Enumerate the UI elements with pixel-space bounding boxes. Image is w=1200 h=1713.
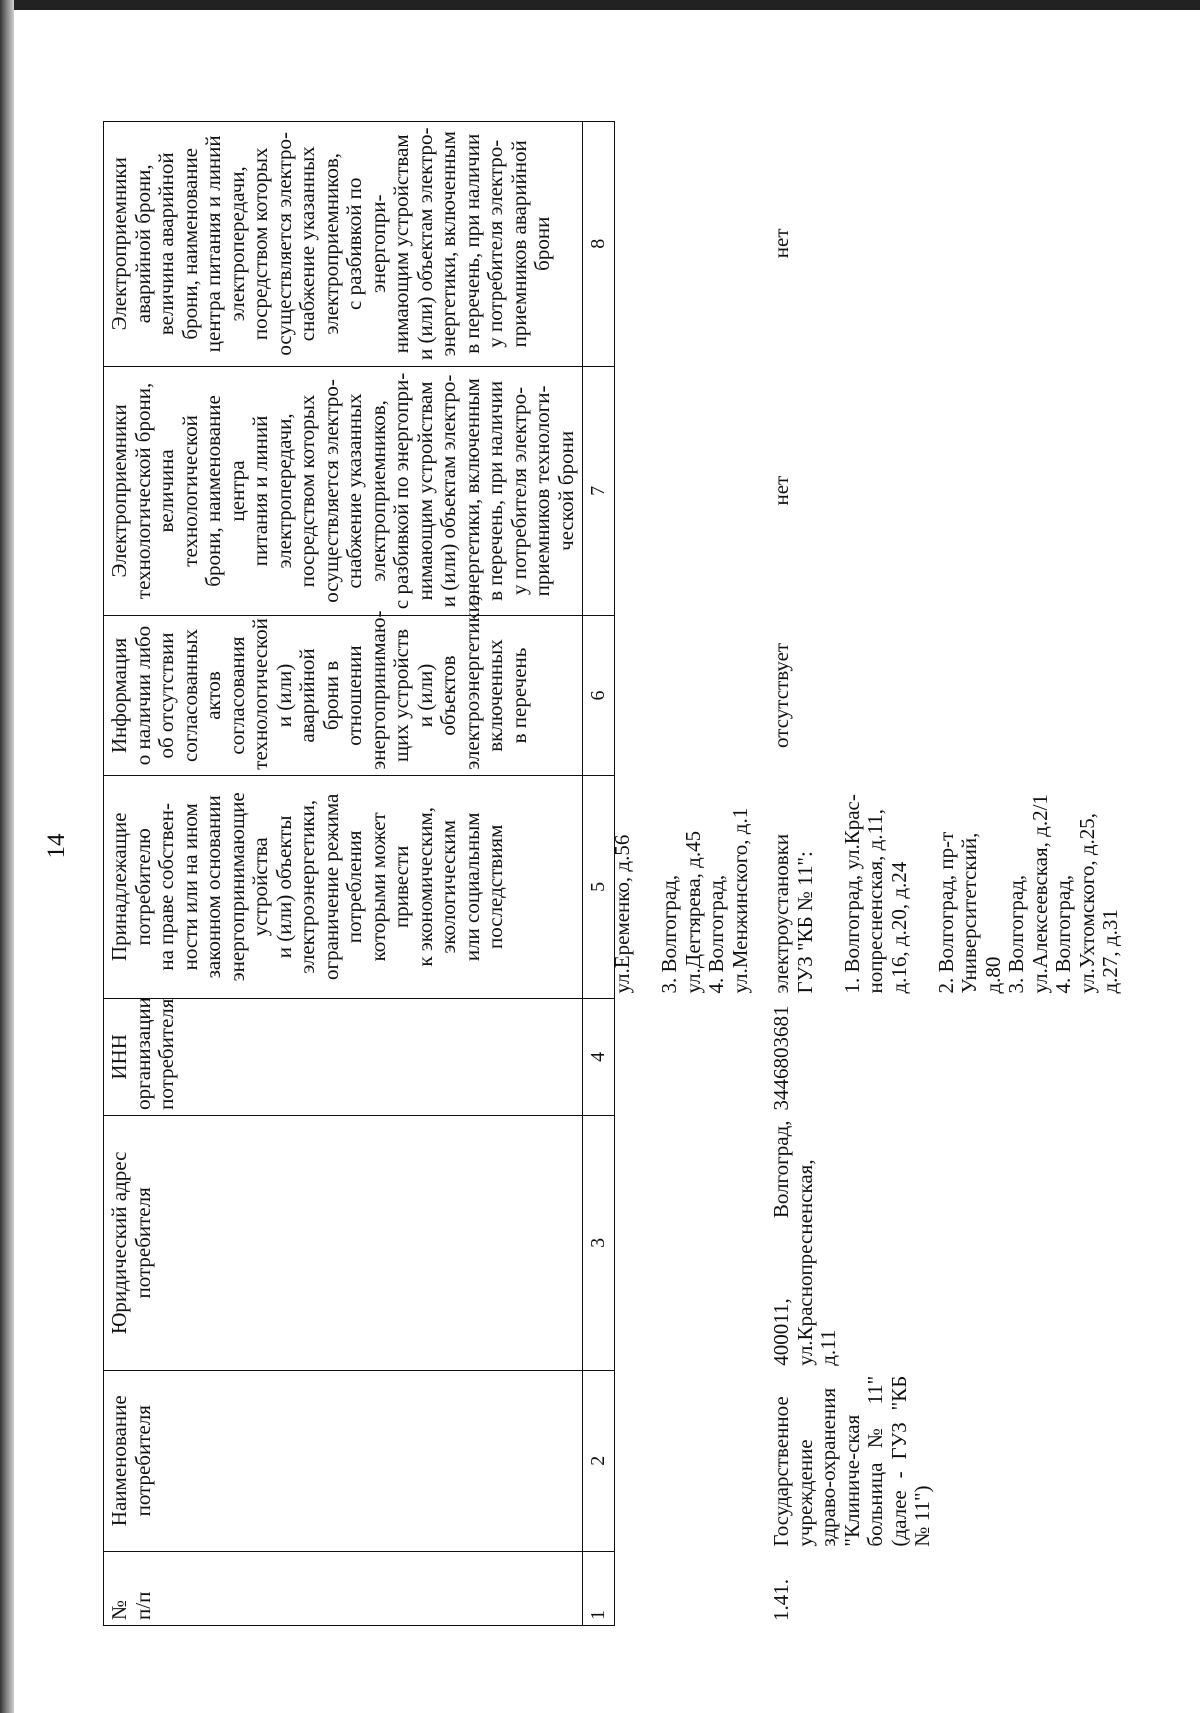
inn-value: 3446803681 [769, 1005, 794, 1111]
consumer-name: Государственное учреждение здраво-охранения "Клиниче-ская больница № 11" (далее - ГУЗ "КБ № 11") [769, 1375, 935, 1547]
header-cell-tech-reserve: Электроприемники технологической брони, величина технологической брони, наименование центра питания и линий электропередачи, посредством которых осуществляется электро- снабжение указанных электроприемников, с разбивкой по энергопри- нимающим устройствам и (или) объектам электро- энергетики, включенным в перечень, при наличии у потребителя электро- приемников технологи- ческой брони [104, 366, 583, 616]
row-number: 1.41. [769, 1579, 794, 1621]
header-cell-acts: Информация о наличии либо об отсутствии согласованных актов согласования технологической и (или) аварийной брони в отношении энергопринимаю- щих устройств и (или) объектов электроэнергетики, включенных в перечень [104, 616, 583, 775]
header-cell-devices: Принадлежащие потребителю на праве собствен- ности или на ином законном основании энергопринимающие устройства и (или) объекты электроэнергетики, ограничение режима потребления которыми может привести к экономическим, экологическим или социальным последствиям [104, 775, 583, 998]
continuation-addresses: ул.Еременко, д.56 3. Волгоград, ул.Дегтярева, д.45 4. Волгоград, ул.Менжинского, д.1 [610, 807, 752, 994]
column-number: 1 [583, 1551, 614, 1625]
header-cell-emergency-reserve: Электроприемники аварийной брони, величина аварийной брони, наименование центра питания и линий электропередачи, посредством которых осуществляется электро- снабжение указанных электроприемников, с разбивкой по энергопри- нимающим устройствам и (или) объектам электро- энергетики, включенным в перечень, при наличии у потребителя электро- приемников аварийной брони [104, 122, 583, 367]
devices-list: электроустановки ГУЗ "КБ № 11": 1. Волгоград, ул.Крас- нопресненская, д.11, д.16, д.20, д.24 2. Волгоград, пр-т Университетский, д.80 3. Волгоград, ул.Алексеевская, д.2/1 4. Волгоград, ул.Ухтомского, д.25, д.27, д.31 [769, 794, 1123, 994]
column-number: 4 [583, 998, 614, 1115]
page-number: 14 [43, 833, 70, 859]
rotated-sheet [43, 36, 1123, 1656]
emergency-reserve-value: нет [769, 228, 794, 259]
header-cell-inn: ИНН организации потребителя [104, 998, 583, 1115]
column-number: 8 [583, 122, 614, 367]
table-row [756, 121, 1127, 1626]
tech-reserve-value: нет [769, 475, 794, 506]
acts-status: отсутствует [769, 642, 794, 748]
legal-address: 400011, Волгоград, ул.Краснопресненская, д.11 [769, 1120, 841, 1366]
reserve-table-header [103, 121, 615, 1626]
scan-edge-top [0, 0, 1200, 10]
header-row [104, 122, 583, 1626]
header-cell-num: № п/п [104, 1551, 583, 1625]
column-number: 3 [583, 1115, 614, 1370]
continuation-row [607, 121, 756, 1626]
column-number: 2 [583, 1370, 614, 1551]
column-number: 7 [583, 366, 614, 616]
header-cell-name: Наименование потребителя [104, 1370, 583, 1551]
column-number: 6 [583, 616, 614, 775]
scan-edge-left [0, 0, 14, 1713]
header-cell-address: Юридический адрес потребителя [104, 1115, 583, 1370]
column-number: 5 [583, 775, 614, 998]
reserve-table-body [607, 121, 1127, 1626]
